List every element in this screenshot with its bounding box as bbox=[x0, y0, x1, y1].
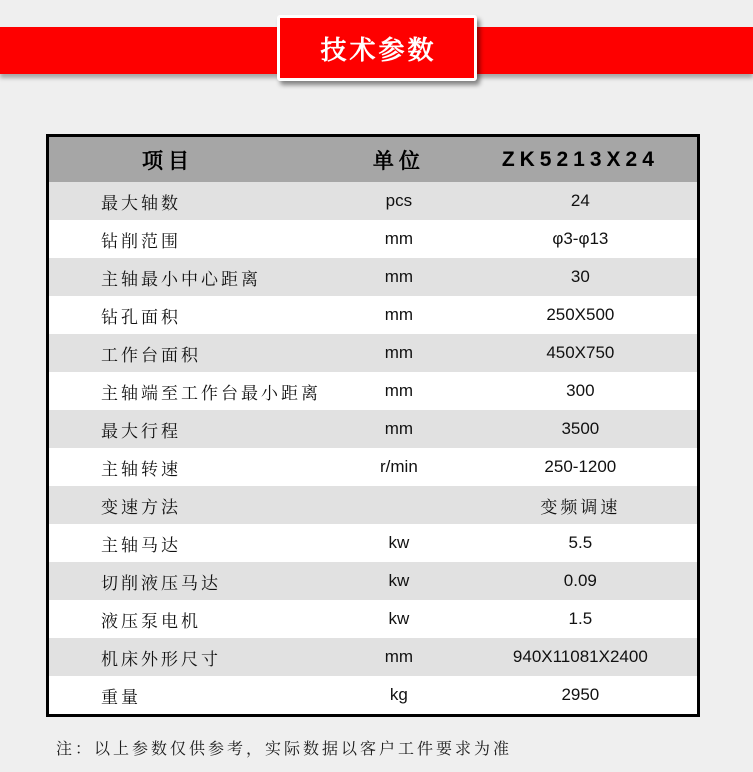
table-row bbox=[49, 410, 697, 448]
table-row bbox=[49, 448, 697, 486]
cell-value: 250-1200 bbox=[544, 457, 617, 476]
cell-item: 主轴最小中心距离 bbox=[101, 269, 261, 289]
table-row bbox=[49, 562, 697, 600]
cell-value: 450X750 bbox=[546, 343, 615, 362]
cell-unit: mm bbox=[384, 267, 414, 286]
cell-value: 1.5 bbox=[568, 609, 593, 628]
cell-value: 3500 bbox=[561, 419, 600, 438]
cell-unit: mm bbox=[384, 419, 414, 438]
cell-value: 250X500 bbox=[546, 305, 615, 324]
table-row bbox=[49, 334, 697, 372]
spec-table-container bbox=[46, 134, 700, 717]
cell-unit: mm bbox=[384, 229, 414, 248]
cell-value: 940X11081X2400 bbox=[512, 647, 648, 666]
cell-value: 2950 bbox=[561, 685, 600, 704]
cell-item: 切削液压马达 bbox=[101, 573, 221, 593]
table-row bbox=[49, 220, 697, 258]
cell-value: 5.5 bbox=[568, 533, 593, 552]
table-row bbox=[49, 486, 697, 524]
cell-unit: kw bbox=[388, 533, 410, 552]
table-row bbox=[49, 676, 697, 714]
table-row bbox=[49, 638, 697, 676]
cell-item: 重量 bbox=[101, 687, 141, 707]
cell-item: 变速方法 bbox=[101, 497, 181, 517]
cell-unit: mm bbox=[384, 381, 414, 400]
cell-item: 最大行程 bbox=[101, 421, 181, 441]
column-header-item: 项目 bbox=[142, 149, 195, 173]
cell-item: 主轴马达 bbox=[101, 535, 181, 555]
cell-item: 机床外形尺寸 bbox=[101, 649, 221, 669]
cell-unit: kw bbox=[388, 571, 410, 590]
cell-unit: mm bbox=[384, 343, 414, 362]
table-row bbox=[49, 258, 697, 296]
column-header-model: ZK5213X24 bbox=[501, 147, 659, 171]
column-header-unit: 单位 bbox=[372, 149, 425, 173]
cell-item: 主轴转速 bbox=[101, 459, 181, 479]
table-row bbox=[49, 524, 697, 562]
cell-unit: pcs bbox=[385, 191, 413, 210]
cell-item: 液压泵电机 bbox=[101, 611, 201, 631]
cell-value: 30 bbox=[570, 267, 590, 286]
table-row bbox=[49, 372, 697, 410]
title-box bbox=[277, 15, 477, 81]
cell-value: φ3-φ13 bbox=[552, 229, 609, 248]
header-row bbox=[49, 137, 697, 182]
page-title: 技术参数 bbox=[320, 34, 437, 65]
cell-value: 0.09 bbox=[563, 571, 597, 590]
cell-value: 24 bbox=[570, 191, 590, 210]
cell-item: 最大轴数 bbox=[101, 193, 181, 213]
cell-unit: kg bbox=[389, 685, 408, 704]
cell-item: 主轴端至工作台最小距离 bbox=[101, 383, 321, 403]
cell-unit: kw bbox=[388, 609, 410, 628]
spec-table bbox=[49, 137, 697, 714]
cell-unit: mm bbox=[384, 305, 414, 324]
footer-note: 注：以上参数仅供参考，实际数据以客户工件要求为准 bbox=[56, 741, 513, 758]
cell-value: 300 bbox=[566, 381, 595, 400]
cell-unit: mm bbox=[384, 647, 414, 666]
table-row bbox=[49, 182, 697, 220]
table-row bbox=[49, 296, 697, 334]
cell-value: 变频调速 bbox=[540, 497, 621, 517]
cell-item: 钻削范围 bbox=[101, 231, 181, 251]
cell-unit: r/min bbox=[380, 457, 418, 476]
cell-unit bbox=[334, 486, 464, 524]
spec-table-body bbox=[49, 182, 697, 714]
cell-item: 工作台面积 bbox=[101, 345, 201, 365]
cell-item: 钻孔面积 bbox=[101, 307, 181, 327]
spec-table-header bbox=[49, 137, 697, 182]
table-row bbox=[49, 600, 697, 638]
